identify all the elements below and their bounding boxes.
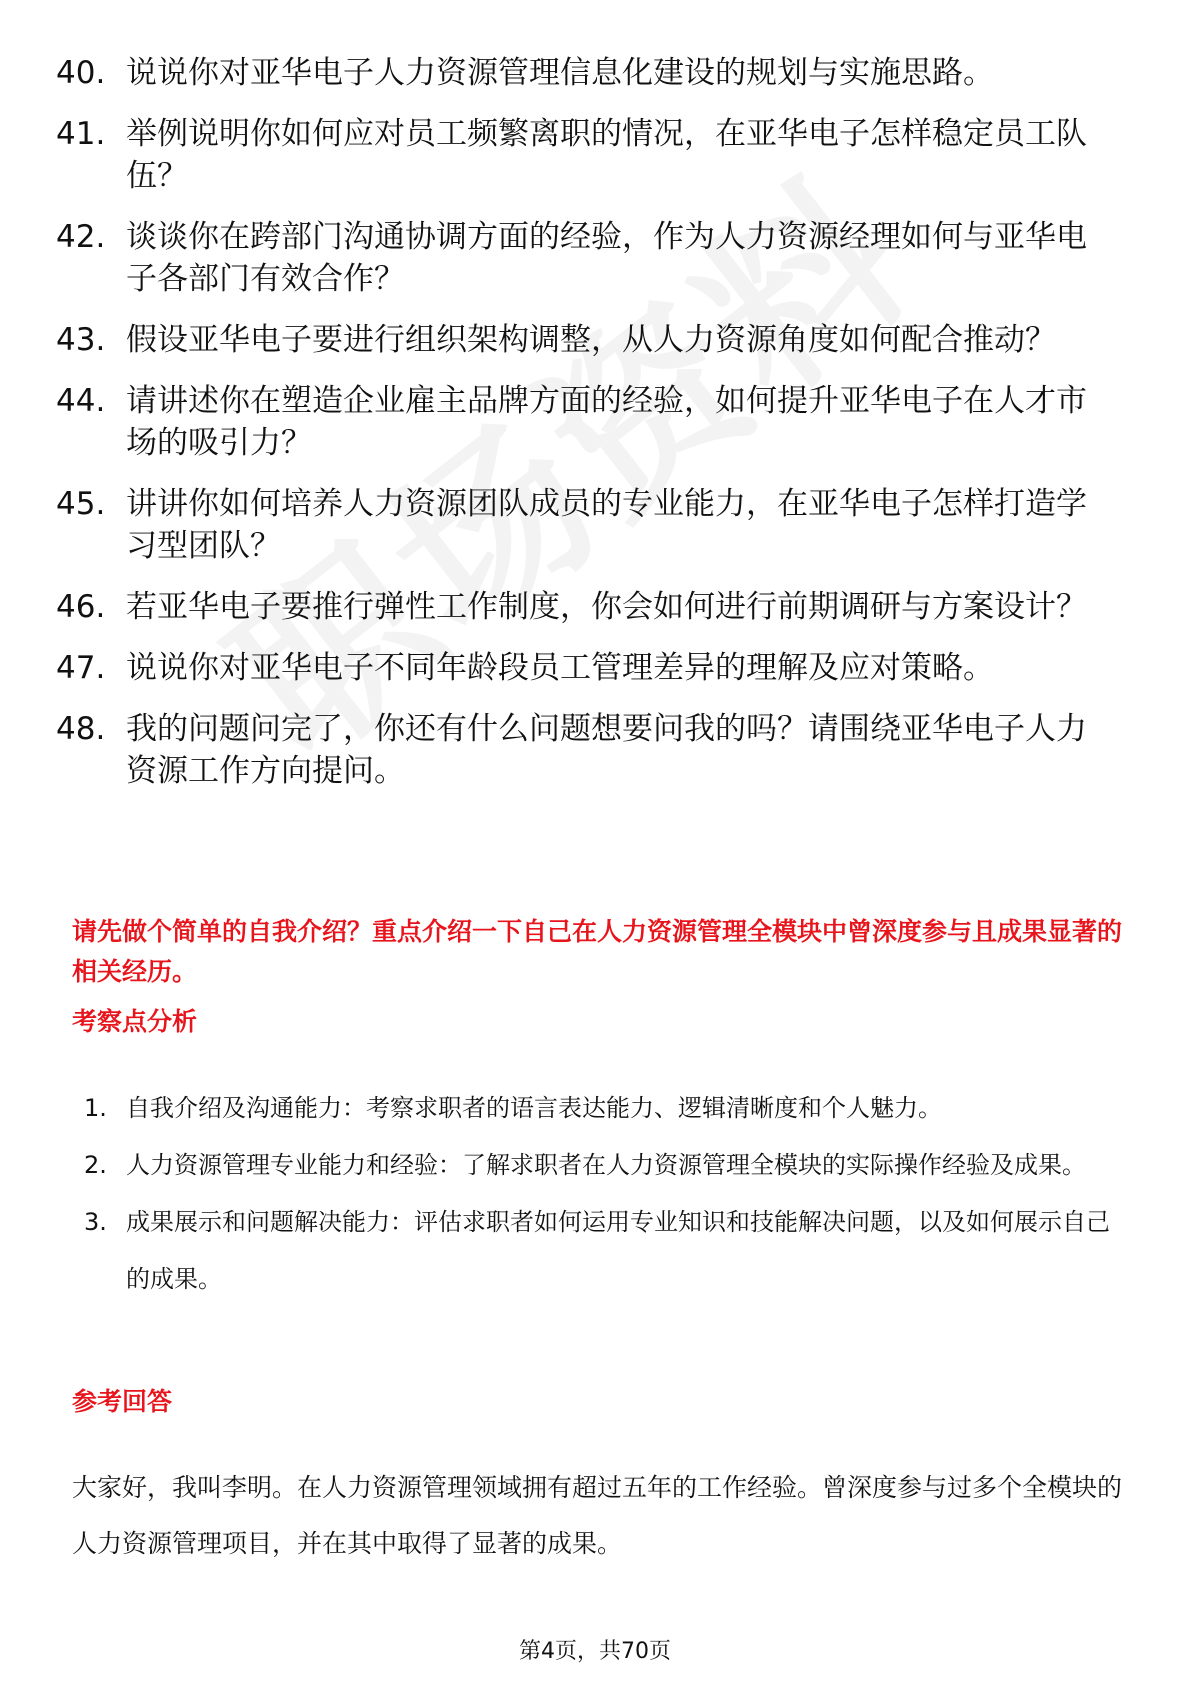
question-number: 43.	[56, 322, 106, 358]
analysis-number: 3.	[84, 1208, 107, 1236]
question-text: 讲讲你如何培养人力资源团队成员的专业能力，在亚华电子怎样打造学习型团队？	[126, 486, 1087, 564]
question-list	[56, 52, 1116, 811]
page-number: 第4页，共70页	[519, 1639, 671, 1664]
question-number: 41.	[56, 116, 106, 152]
question-text: 谈谈你在跨部门沟通协调方面的经验，作为人力资源经理如何与亚华电子各部门有效合作？	[126, 219, 1087, 297]
question-number: 40.	[56, 55, 106, 91]
question-number: 48.	[56, 711, 106, 747]
question-item	[56, 647, 1116, 689]
question-text: 我的问题问完了，你还有什么问题想要问我的吗？请围绕亚华电子人力资源工作方向提问。	[126, 711, 1087, 789]
analysis-heading: 考察点分析	[72, 1007, 198, 1036]
question-number: 47.	[56, 650, 106, 686]
highlight-question: 请先做个简单的自我介绍？重点介绍一下自己在人力资源管理全模块中曾深度参与且成果显著的相关经历。	[72, 917, 1123, 986]
question-number: 44.	[56, 383, 106, 419]
question-text: 请讲述你在塑造企业雇主品牌方面的经验，如何提升亚华电子在人才市场的吸引力？	[126, 383, 1087, 461]
question-item	[56, 483, 1116, 567]
analysis-item	[84, 1080, 1124, 1137]
question-text: 假设亚华电子要进行组织架构调整，从人力资源角度如何配合推动？	[126, 322, 1056, 358]
question-text: 若亚华电子要推行弹性工作制度，你会如何进行前期调研与方案设计？	[126, 589, 1087, 625]
question-text: 说说你对亚华电子不同年龄段员工管理差异的理解及应对策略。	[126, 650, 994, 686]
question-item	[56, 380, 1116, 464]
question-number: 42.	[56, 219, 106, 255]
answer-text: 大家好，我叫李明。在人力资源管理领域拥有超过五年的工作经验。曾深度参与过多个全模块的人力资源管理项目，并在其中取得了显著的成果。	[72, 1473, 1123, 1558]
analysis-item	[84, 1137, 1124, 1194]
question-number: 46.	[56, 589, 106, 625]
question-item	[56, 216, 1116, 300]
analysis-number: 1.	[84, 1094, 107, 1122]
answer-heading: 参考回答	[72, 1387, 173, 1416]
question-text: 说说你对亚华电子人力资源管理信息化建设的规划与实施思路。	[126, 55, 994, 91]
question-text: 举例说明你如何应对员工频繁离职的情况，在亚华电子怎样稳定员工队伍？	[126, 116, 1087, 194]
analysis-number: 2.	[84, 1151, 107, 1179]
question-item	[56, 113, 1116, 197]
question-item	[56, 586, 1116, 628]
question-item	[56, 708, 1116, 792]
question-item	[56, 319, 1116, 361]
analysis-text: 人力资源管理专业能力和经验：了解求职者在人力资源管理全模块的实际操作经验及成果。	[126, 1151, 1086, 1179]
question-item	[56, 52, 1116, 94]
analysis-list	[84, 1080, 1124, 1308]
analysis-text: 自我介绍及沟通能力：考察求职者的语言表达能力、逻辑清晰度和个人魅力。	[126, 1094, 942, 1122]
analysis-text: 成果展示和问题解决能力：评估求职者如何运用专业知识和技能解决问题，以及如何展示自己的成果。	[126, 1208, 1110, 1293]
analysis-item	[84, 1194, 1124, 1308]
question-number: 45.	[56, 486, 106, 522]
